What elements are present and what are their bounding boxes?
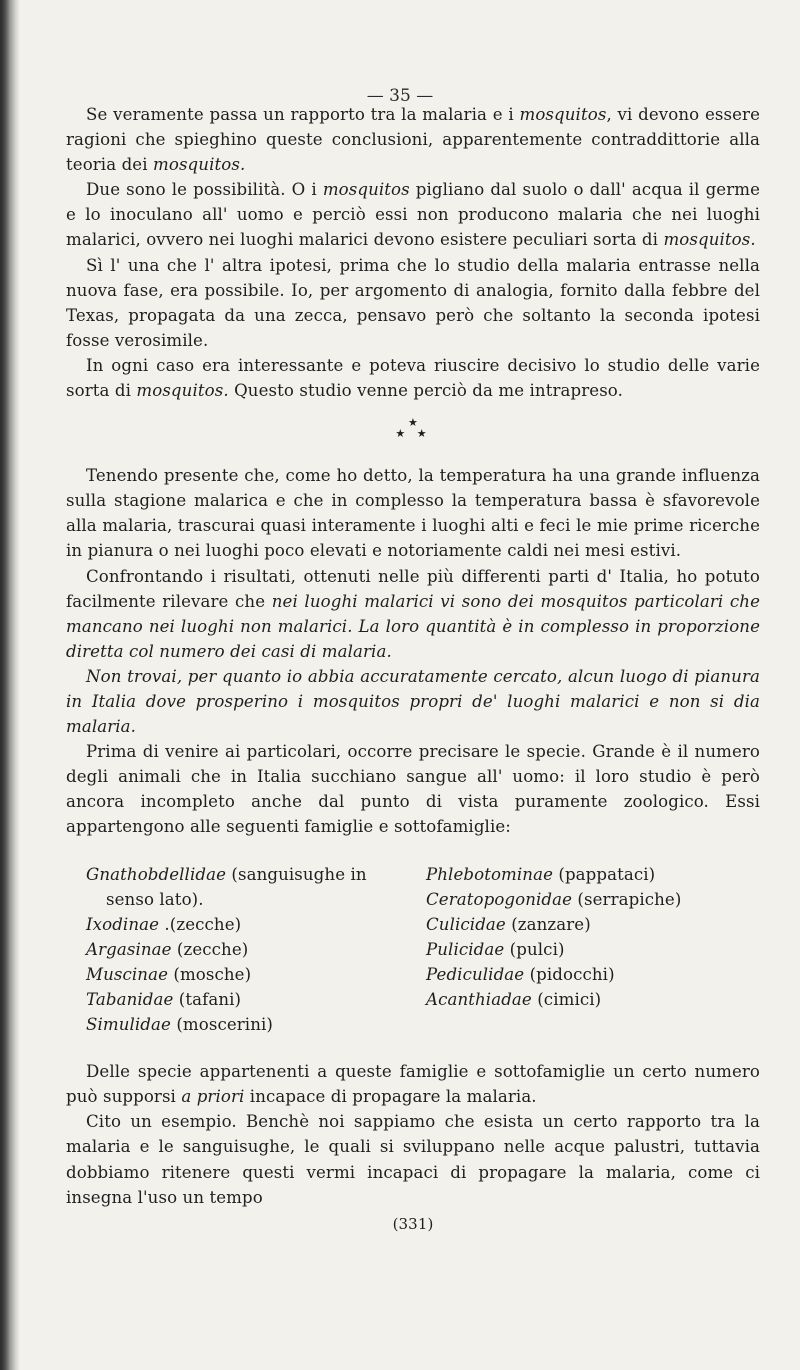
paragraph-8: Prima di venire ai particolari, occorre precisare le specie. Grande è il numero degli animali che in Italia succhiano sangue all' uomo: il loro studio è però ancora incompleto anche dal punto di vista puramente zoologico. Essi appartengono alle seguenti famiglie e sottofamiglie: — [66, 742, 760, 837]
paragraph-3: Sì l' una che l' altra ipotesi, prima che lo studio della malaria entrasse nella nuova fase, era possibile. Io, per argomento di analogia, fornito dalla febbre del Texas, propagata da una zecca, pensavo però che soltanto la seconda ipotesi fosse verosimile. — [66, 255, 760, 350]
page-footer-number: (331) — [392, 1214, 434, 1233]
paragraph-4: In ogni caso era interessante e poteva riuscire decisivo lo studio delle varie sorta di mosquitos. Questo studio venne perciò da me intrapreso. — [66, 355, 760, 401]
paragraph-10: Cito un esempio. Benchè noi sappiamo che esista un certo rapporto tra la malaria e le sanguisughe, le quali si sviluppano nelle acque palustri, tuttavia dobbiamo ritenere questi vermi incapaci di propagare la malaria, come ci insegna l'uso un tempo — [66, 1112, 760, 1207]
paragraph-2: Due sono le possibilità. O i mosquitos pigliano dal suolo o dall' acqua il germe e lo inoculano all' uomo e perciò essi non producono malaria che nei luoghi malarici, ovvero nei luoghi malarici devono esistere peculiari sorta di mosquitos. — [66, 180, 760, 250]
family-item: Gnathobdellidae (sanguisughe in — [86, 864, 367, 884]
family-item: Phlebotominae (pappataci) — [426, 864, 656, 884]
page-number: — 35 — — [366, 86, 434, 106]
star-pair-icon: ★ ★ — [395, 427, 431, 441]
star-icon: ★ — [408, 416, 418, 430]
family-item: Simulidae (moscerini) — [86, 1015, 273, 1035]
family-item: Ixodinae .(zecche) — [86, 914, 242, 934]
family-item: Ceratopogonidae (serrapiche) — [426, 889, 682, 909]
paragraph-7: Non trovai, per quanto io abbia accuratamente cercato, alcun luogo di pianura in Italia dove prosperino i mosquitos propri de' luoghi malarici e non si dia malaria. — [66, 666, 760, 737]
family-list-right — [420, 862, 760, 1038]
family-item: senso lato). — [106, 889, 204, 909]
family-item: Argasinae (zecche) — [86, 939, 249, 959]
book-spine-shadow — [0, 0, 20, 1370]
page-body — [66, 68, 760, 1237]
family-item: Pediculidae (pidocchi) — [426, 964, 615, 984]
family-list — [66, 862, 760, 1038]
paragraph-6: Confrontando i risultati, ottenuti nelle più differenti parti d' Italia, ho potuto facilmente rilevare che nei luoghi malarici vi sono dei mosquitos particolari che mancano nei luoghi non malarici. La loro quantità è in complesso in proporzione diretta col numero dei casi di malaria. — [66, 566, 761, 661]
family-item: Acanthiadae (cimici) — [426, 990, 602, 1009]
paragraph-5: Tenendo presente che, come ho detto, la temperatura ha una grande influenza sulla stagione malarica e che in complesso la temperatura bassa è sfavorevole alla malaria, trascurai quasi interamente i luoghi alti e feci le mie prime ricerche in pianura o nei luoghi poco elevati e notoriamente caldi nei mesi estivi. — [66, 466, 760, 561]
family-item: Culicidae (zanzare) — [426, 914, 591, 934]
family-item: Tabanidae (tafani) — [86, 990, 242, 1009]
paragraph-1: Se veramente passa un rapporto tra la malaria e i mosquitos, vi devono essere ragioni che spieghino queste conclusioni, apparentemente contraddittorie alla teoria dei mosquitos. — [66, 105, 760, 175]
section-divider-asterism — [66, 403, 760, 463]
paragraph-9: Delle specie appartenenti a queste famiglie e sottofamiglie un certo numero può supporsi a priori incapace di propagare la malaria. — [66, 1062, 760, 1107]
family-item: Muscinae (mosche) — [86, 964, 252, 984]
family-list-left — [66, 862, 420, 1038]
family-item: Pulicidae (pulci) — [426, 939, 565, 959]
